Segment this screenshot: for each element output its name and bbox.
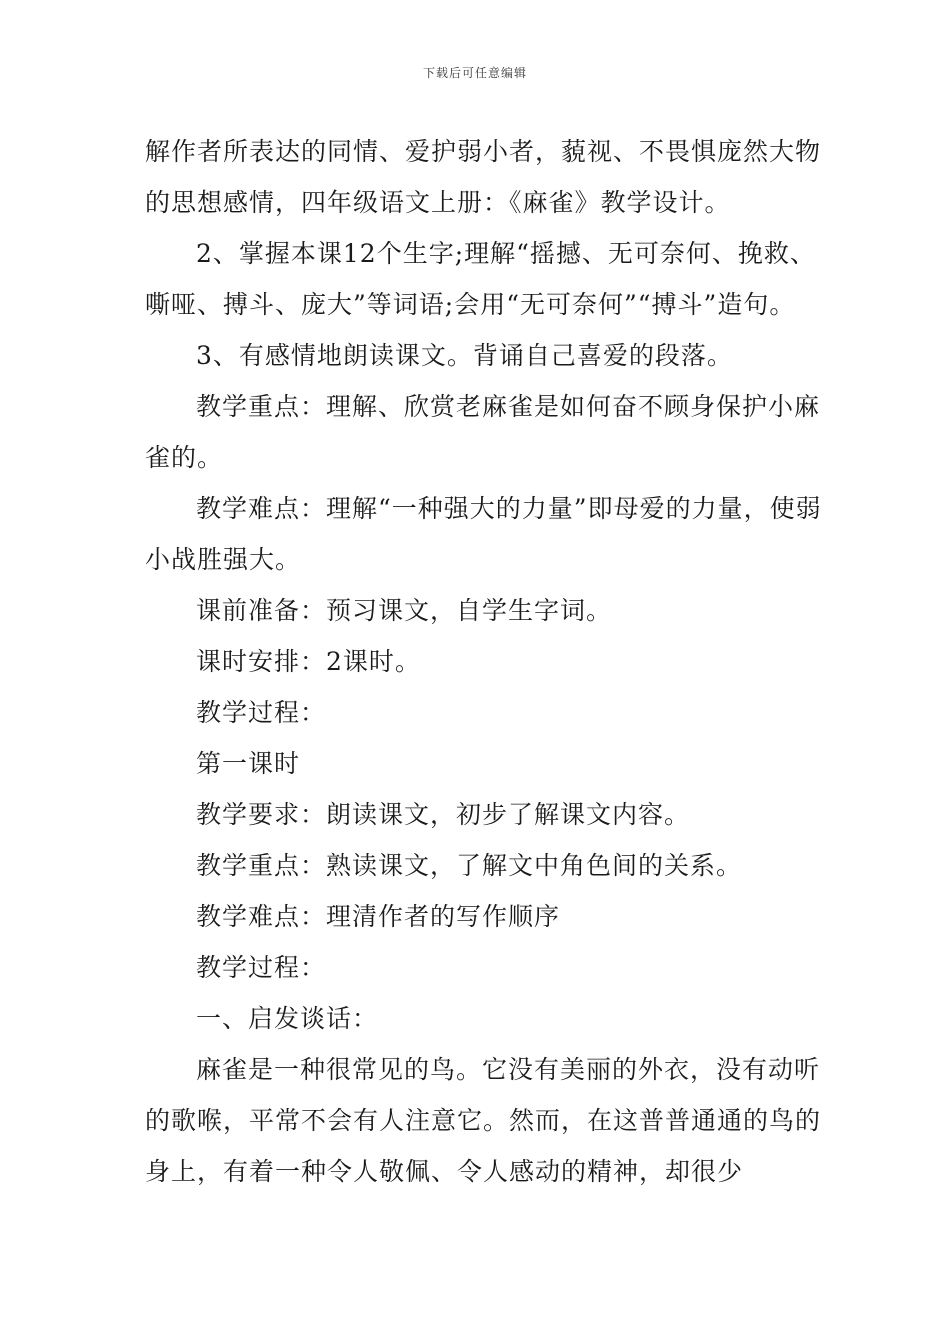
paragraph-key-point: 教学重点：理解、欣赏老麻雀是如何奋不顾身保护小麻雀的。: [145, 392, 821, 472]
paragraph-lesson-requirement: 教学要求：朗读课文，初步了解课文内容。: [196, 800, 691, 829]
paragraph-objective-3: 3、有感情地朗读课文。背诵自己喜爱的段落。: [196, 341, 733, 370]
page-header-note: 下载后可任意编辑: [422, 66, 527, 80]
paragraph-lesson-one-heading: 第一课时: [196, 749, 301, 778]
paragraph-lesson-key-point: 教学重点：熟读课文，了解文中角色间的关系。: [196, 851, 743, 880]
paragraph-schedule: 课时安排：2课时。: [196, 647, 421, 676]
paragraph-preparation: 课前准备：预习课文，自学生字词。: [196, 596, 613, 625]
paragraph-objective-1-continued: 解作者所表达的同情、爱护弱小者，藐视、不畏惧庞然大物的思想感情，四年级语文上册：《麻雀》教学设计。: [145, 137, 822, 217]
paragraph-process-heading: 教学过程：: [196, 698, 327, 727]
paragraph-difficulty: 教学难点：理解“一种强大的力量”即母爱的力量，使弱小战胜强大。: [145, 494, 822, 574]
paragraph-lesson-process-heading: 教学过程：: [196, 953, 327, 982]
paragraph-lesson-difficulty: 教学难点：理清作者的写作顺序: [196, 902, 561, 931]
paragraph-section-one-heading: 一、启发谈话：: [196, 1004, 379, 1033]
paragraph-objective-2: 2、掌握本课12个生字;理解“摇撼、无可奈何、挽救、嘶哑、搏斗、庞大”等词语;会用“无可奈何”“搏斗”造句。: [145, 239, 816, 319]
paragraph-introduction-text: 麻雀是一种很常见的鸟。它没有美丽的外衣，没有动听的歌喉，平常不会有人注意它。然而，在这普普通通的鸟的身上，有着一种令人敬佩、令人感动的精神，却很少: [145, 1055, 822, 1186]
document-body: [145, 126, 825, 1197]
